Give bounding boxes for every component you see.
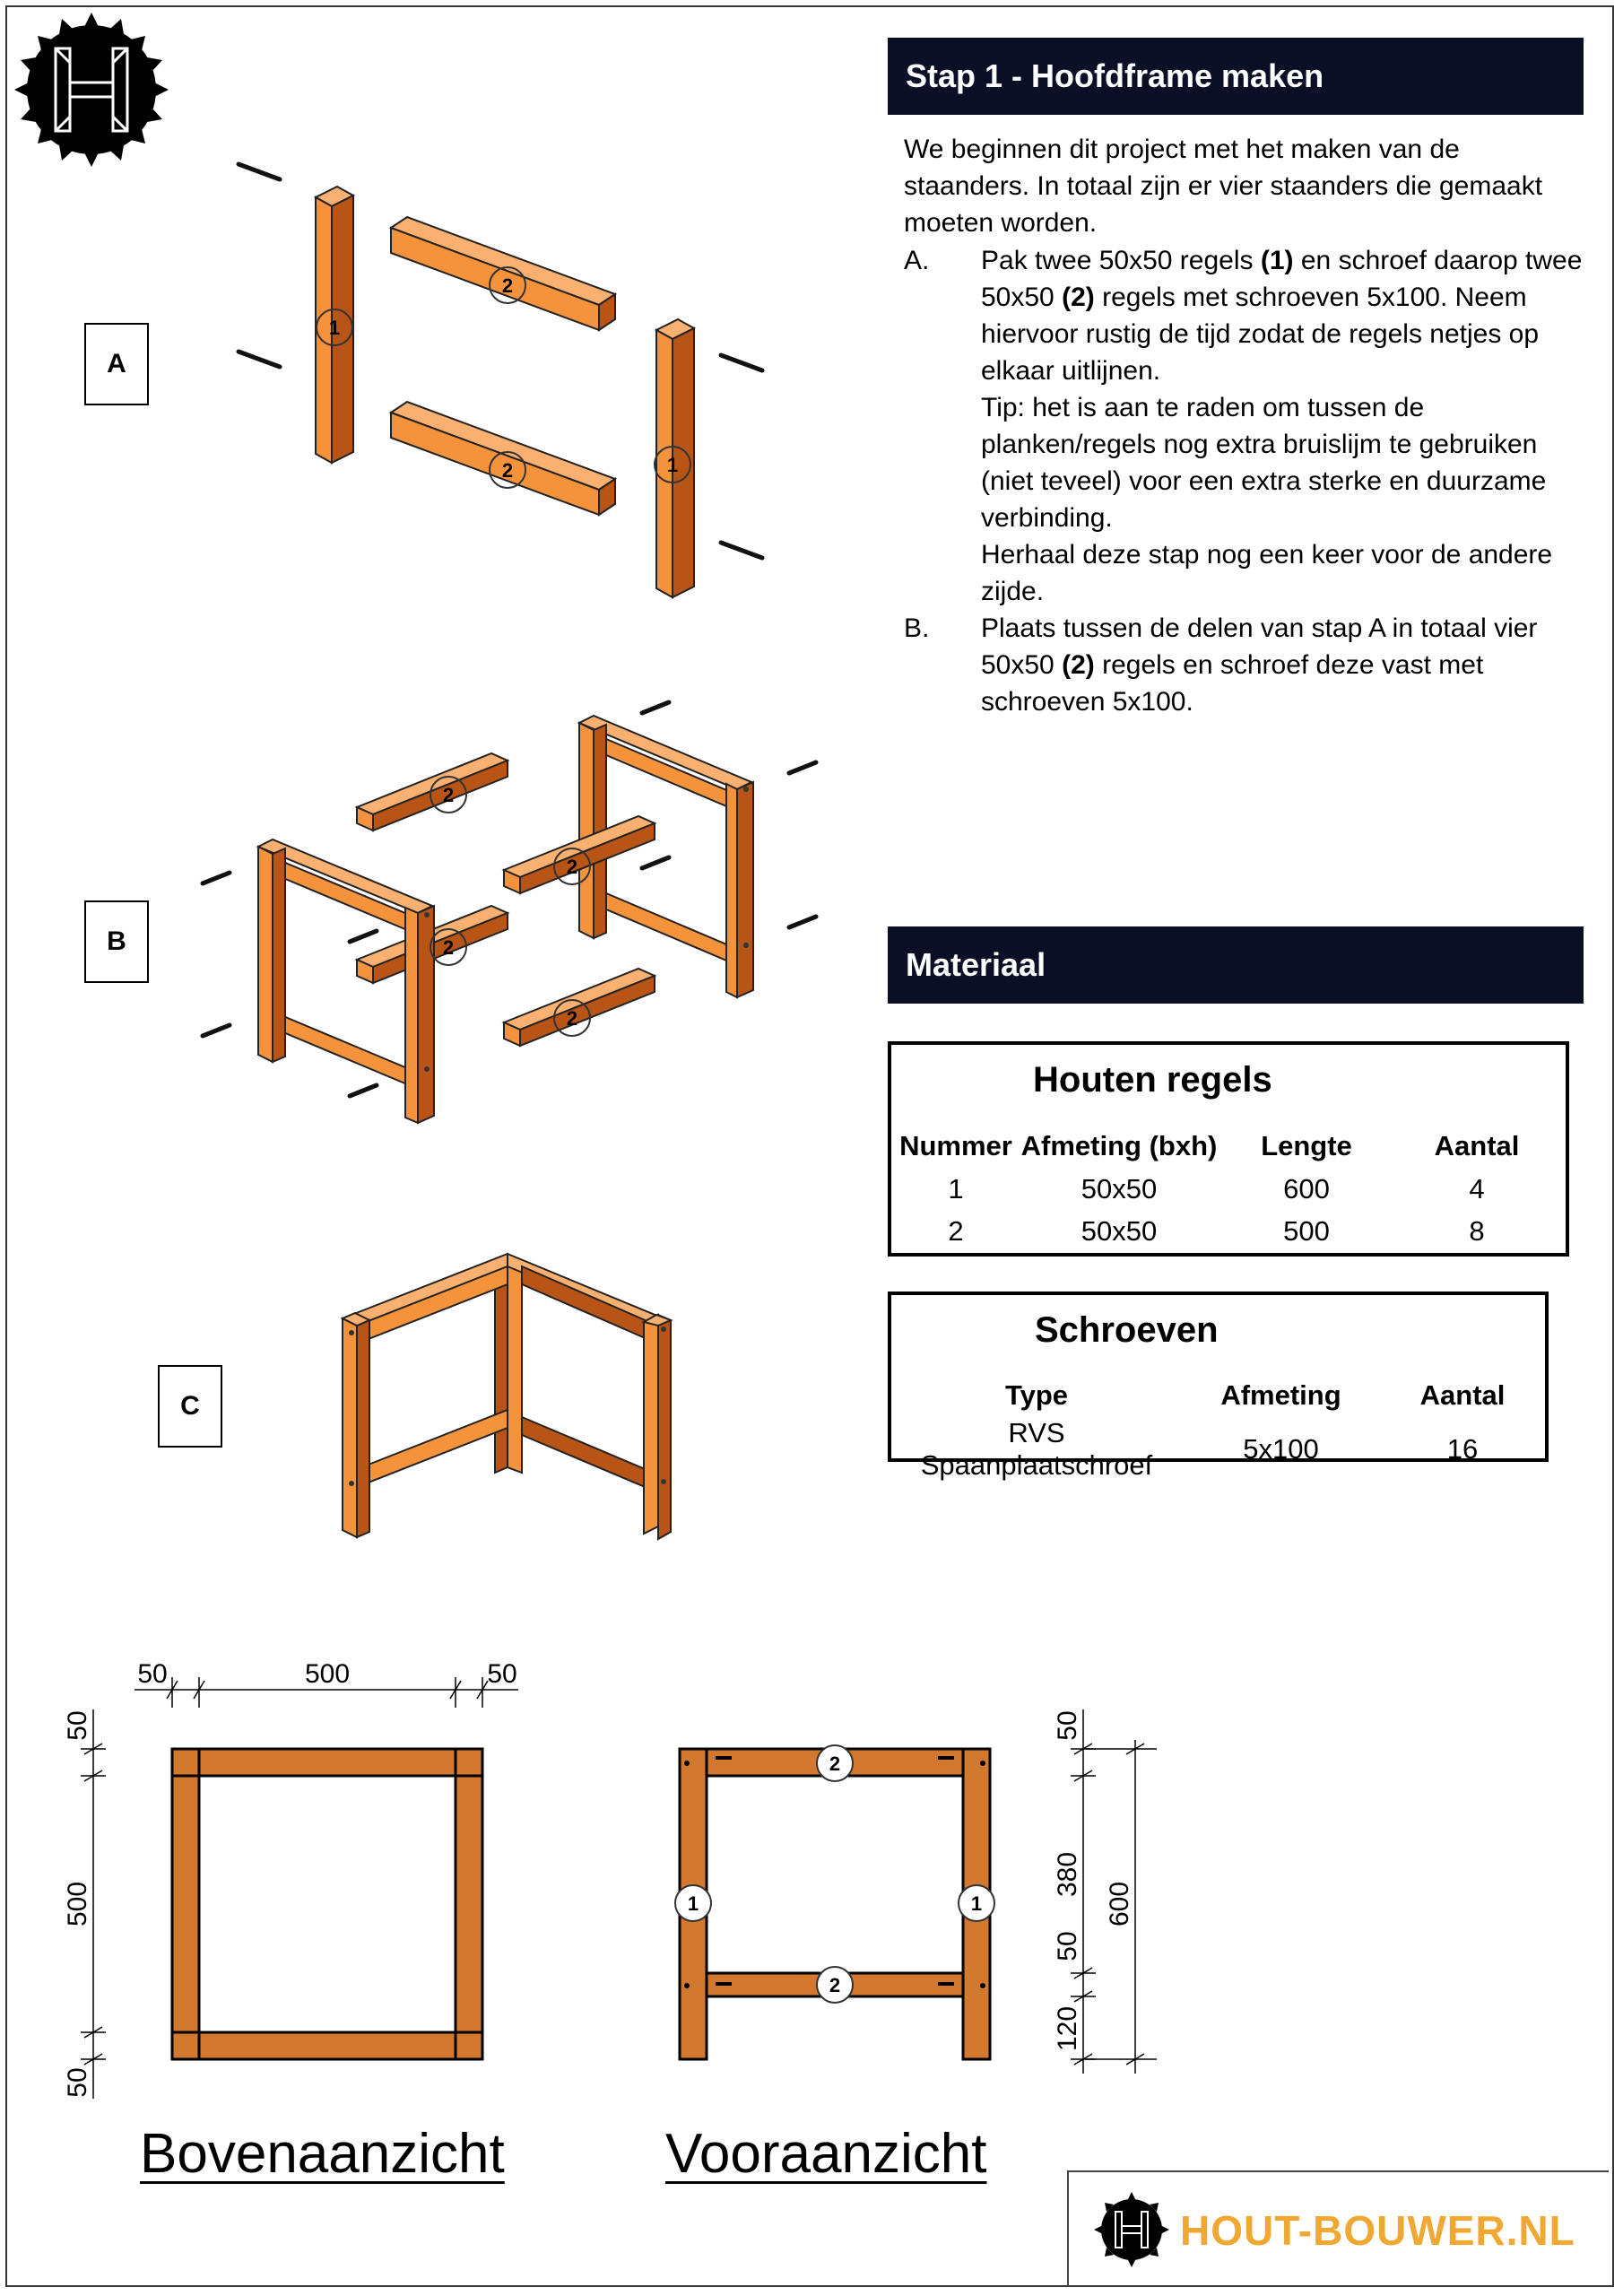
step-title: Stap 1 - Hoofdframe maken bbox=[888, 38, 1584, 115]
repeat-text: Herhaal deze stap nog een keer voor de andere zijde. bbox=[981, 540, 1553, 606]
table-cell: 50x50 bbox=[1081, 1214, 1158, 1247]
step-item-b bbox=[904, 610, 1585, 720]
table-cell: 50x50 bbox=[1081, 1172, 1158, 1205]
step-label-a: A bbox=[84, 323, 149, 405]
step-intro bbox=[904, 131, 1585, 241]
intro-text: We beginnen dit project met het maken van de staanders. In totaal zijn er vier staanders die gemaakt moeten worden. bbox=[904, 135, 1543, 238]
tip-text: Tip: het is aan te raden om tussen de planken/regels nog extra bruislijm te gebruiken (niet teveel) voor een extra sterke en duurzame verbinding. bbox=[981, 393, 1547, 533]
table-row bbox=[895, 1210, 1562, 1252]
step-c-drawing bbox=[343, 1254, 671, 1539]
text-part-bold: (2) bbox=[1062, 650, 1095, 680]
text-part-bold: (1) bbox=[1260, 246, 1294, 275]
callout-1: 1 bbox=[666, 454, 679, 476]
table-header: Aantal bbox=[1434, 1130, 1520, 1161]
text-part: regels en schroef deze vast met schroeven 5x100. bbox=[981, 650, 1484, 717]
dim-front-v-1: 380 bbox=[1053, 1851, 1082, 1898]
callout-2: 2 bbox=[829, 1974, 841, 1996]
step-text bbox=[981, 610, 1585, 720]
step-letter: A. bbox=[904, 246, 930, 275]
table-header: Type bbox=[1004, 1379, 1069, 1411]
table-cell: 1 bbox=[948, 1172, 964, 1205]
step-list bbox=[904, 242, 1585, 720]
step-b-drawing bbox=[203, 702, 816, 1123]
callout-1: 1 bbox=[970, 1892, 983, 1915]
dim-top-v-0: 50 bbox=[63, 1710, 92, 1741]
callout-2: 2 bbox=[566, 856, 578, 878]
step-label-c: C bbox=[158, 1365, 222, 1448]
step-label-b: B bbox=[84, 900, 149, 983]
logo-saw-icon bbox=[14, 13, 169, 167]
wood-table-title: Houten regels bbox=[1033, 1060, 1272, 1100]
dim-front-total: 600 bbox=[1105, 1881, 1134, 1927]
callout-2: 2 bbox=[501, 459, 514, 482]
table-cell: 600 bbox=[1283, 1172, 1330, 1205]
table-header: Nummer bbox=[899, 1130, 1012, 1161]
table-cell: 2 bbox=[948, 1214, 964, 1247]
front-view-caption: Vooraanzicht bbox=[665, 2123, 987, 2185]
callout-2: 2 bbox=[442, 936, 455, 959]
dim-front-v-0: 50 bbox=[1053, 1710, 1082, 1741]
callout-2: 2 bbox=[501, 274, 514, 297]
screws-table-title: Schroeven bbox=[1035, 1310, 1219, 1350]
dim-front-v-3: 120 bbox=[1053, 2005, 1082, 2052]
step-a-drawing bbox=[239, 164, 762, 597]
table-cell: RVS Spaanplaatschroef bbox=[920, 1417, 1153, 1481]
callout-2: 2 bbox=[442, 784, 455, 806]
callout-1: 1 bbox=[687, 1892, 699, 1915]
brand-name[interactable]: HOUT-BOUWER.NL bbox=[1180, 2207, 1575, 2254]
step-item-a bbox=[904, 242, 1585, 610]
wood-table bbox=[895, 1125, 1562, 1252]
top-view-drawing bbox=[63, 1659, 518, 2099]
callout-2: 2 bbox=[566, 1007, 578, 1030]
table-row bbox=[895, 1168, 1562, 1210]
table-row bbox=[893, 1417, 1543, 1482]
step-letter: B. bbox=[904, 613, 930, 643]
table-header: Afmeting (bxh) bbox=[1020, 1130, 1218, 1161]
table-header-row bbox=[893, 1374, 1543, 1417]
dim-top-h-1: 500 bbox=[304, 1659, 351, 1689]
dim-top-h-2: 50 bbox=[487, 1659, 517, 1689]
text-part: Pak twee 50x50 regels bbox=[981, 246, 1261, 275]
dim-top-h-0: 50 bbox=[137, 1659, 168, 1689]
callout-1: 1 bbox=[328, 317, 341, 339]
text-part-bold: (2) bbox=[1062, 283, 1095, 312]
table-cell: 16 bbox=[1446, 1433, 1479, 1465]
table-cell: 8 bbox=[1469, 1214, 1485, 1247]
text-part: Plaats tussen de delen van stap A in totaal vier 50x50 bbox=[981, 613, 1538, 680]
callout-2: 2 bbox=[829, 1752, 841, 1775]
dim-front-v-2: 50 bbox=[1053, 1931, 1082, 1961]
table-cell: 500 bbox=[1283, 1214, 1330, 1247]
front-view-drawing bbox=[675, 1709, 1157, 2074]
table-header-row bbox=[895, 1125, 1562, 1168]
materials-title: Materiaal bbox=[888, 926, 1584, 1004]
table-header: Aantal bbox=[1419, 1379, 1506, 1411]
table-cell: 4 bbox=[1469, 1172, 1485, 1205]
dim-top-v-2: 50 bbox=[63, 2067, 92, 2098]
top-view-caption: Bovenaanzicht bbox=[140, 2123, 505, 2185]
step-text bbox=[981, 242, 1585, 610]
screws-table bbox=[893, 1374, 1543, 1482]
dim-top-v-1: 500 bbox=[63, 1881, 92, 1927]
text-part: regels met schroeven 5x100. Neem hiervoor rustig de tijd zodat de regels netjes op elkaar uitlijnen. bbox=[981, 283, 1540, 386]
table-cell: 5x100 bbox=[1243, 1433, 1319, 1465]
table-header: Lengte bbox=[1261, 1130, 1352, 1161]
table-header: Afmeting bbox=[1220, 1379, 1341, 1411]
text-part: en schroef daarop twee 50x50 bbox=[981, 246, 1583, 312]
